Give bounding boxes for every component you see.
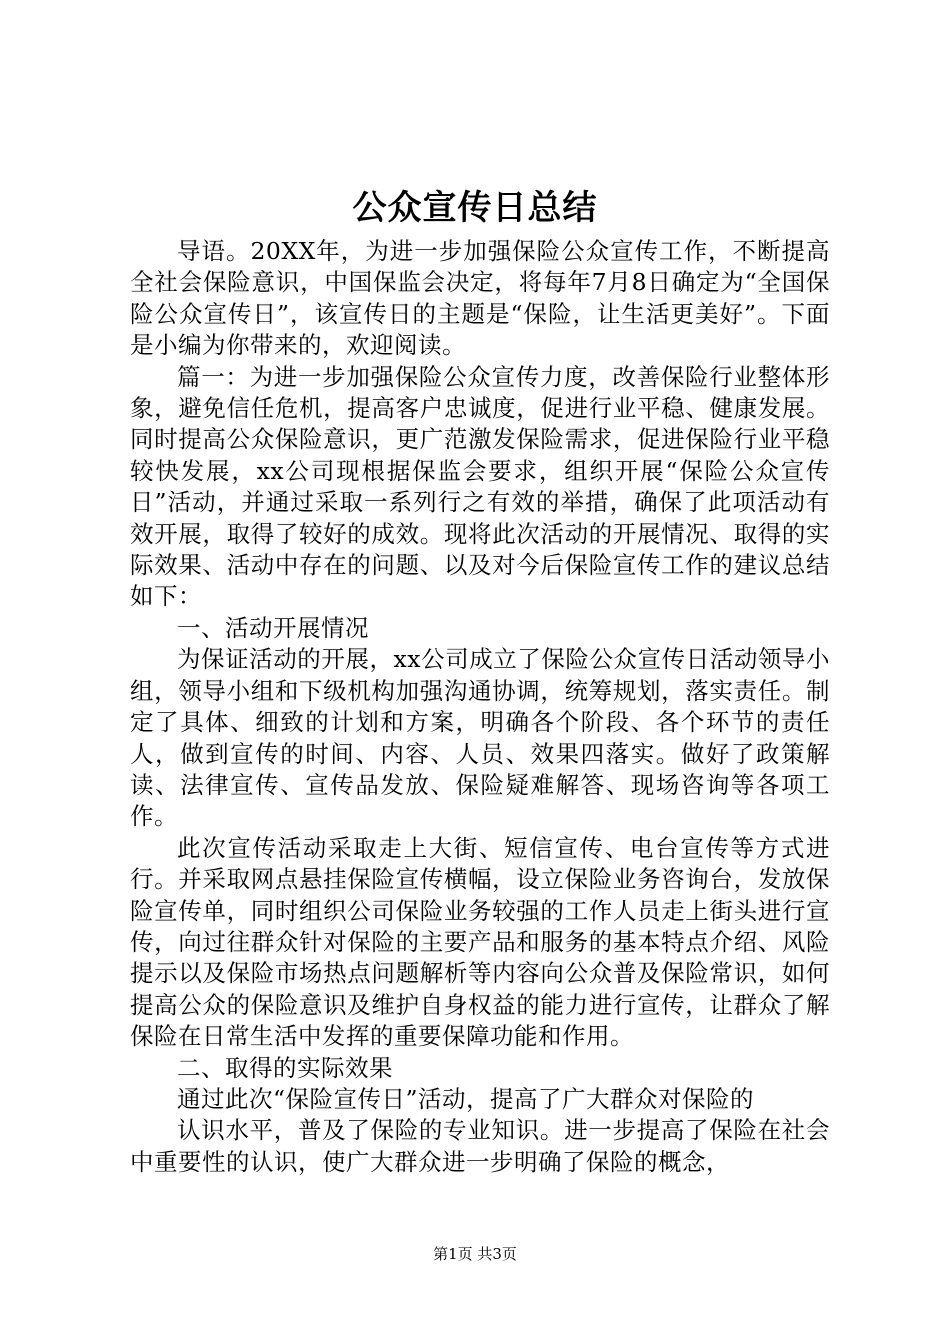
paragraph-intro: 导语。20XX年，为进一步加强保险公众宣传工作，不断提高全社会保险意识，中国保监会决定，将每年7月8日确定为“全国保险公众宣传日”，该宣传日的主题是“保险，让生活更美好”。下面是小编为你带来的，欢迎阅读。 xyxy=(130,237,830,360)
paragraph-section-2a: 通过此次“保险宣传日”活动，提高了广大群众对保险的 xyxy=(177,1084,755,1113)
paragraph-section-1b: 此次宣传活动采取走上大街、短信宣传、电台宣传等方式进行。并采取网点悬挂保险宣传横幅，设立保险业务咨询台，发放保险宣传单，同时组织公司保险业务较强的工作人员走上街头进行宣传，向过往群众针对保险的主要产品和服务的基本特点介绍、风险提示以及保险市场热点问题解析等内容向公众普及保险常识，如何提高公众的保险意识及维护自身权益的能力进行宣传，让群众了解保险在日常生活中发挥的重要保障功能和作用。 xyxy=(130,833,830,1051)
paragraph-section-1a: 为保证活动的开展，xx公司成立了保险公众宣传日活动领导小组，领导小组和下级机构加强沟通协调，统筹规划，落实责任。制定了具体、细致的计划和方案，明确各个阶段、各个环节的责任人，做到宣传的时间、内容、人员、效果四落实。做好了政策解读、法律宣传、宣传品发放、保险疑难解答、现场咨询等各项工作。 xyxy=(130,645,830,831)
paragraph-part-one: 篇一：为进一步加强保险公众宣传力度，改善保险行业整体形象，避免信任危机，提高客户忠诚度，促进行业平稳、健康发展。同时提高公众保险意识，更广范激发保险需求，促进保险行业平稳较快发展，xx公司现根据保监会要求，组织开展“保险公众宣传日”活动，并通过采取一系列行之有效的举措，确保了此项活动有效开展，取得了较好的成效。现将此次活动的开展情况、取得的实际效果、活动中存在的问题、以及对今后保险宣传工作的建议总结如下： xyxy=(130,362,830,611)
section-heading-2: 二、取得的实际效果 xyxy=(177,1053,393,1082)
section-heading-1: 一、活动开展情况 xyxy=(177,613,369,642)
paragraph-section-2b: 认识水平，普及了保险的专业知识。进一步提高了保险在社会中重要性的认识，使广大群众进一步明确了保险的概念， xyxy=(130,1116,830,1176)
page-footer: 第1页 共3页 xyxy=(433,1245,517,1263)
document-body xyxy=(130,236,830,1178)
page-title: 公众宣传日总结 xyxy=(352,188,598,228)
